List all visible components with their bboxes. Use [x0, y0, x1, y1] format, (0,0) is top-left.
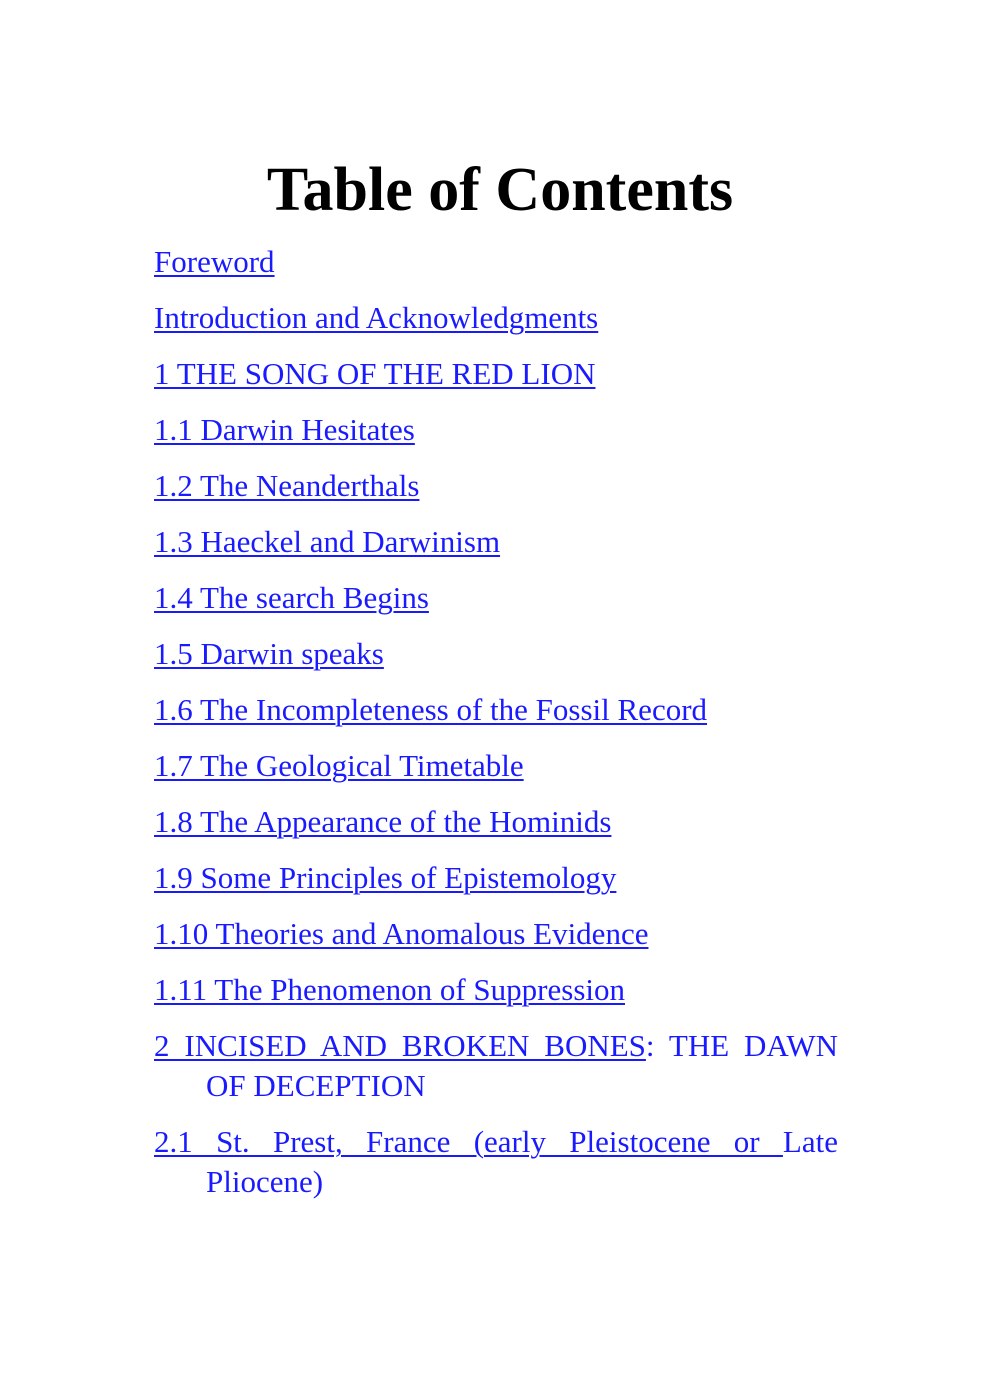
toc-entry-introduction	[154, 298, 838, 338]
toc-link-1-9[interactable]: 1.9 Some Principles of Epistemology	[154, 860, 617, 895]
toc-link-1-5[interactable]: 1.5 Darwin speaks	[154, 636, 384, 671]
toc-link-1-4[interactable]: 1.4 The search Begins	[154, 580, 429, 615]
toc-link-1-10[interactable]: 1.10 Theories and Anomalous Evidence	[154, 916, 649, 951]
toc-link-introduction[interactable]: Introduction and Acknowledgments	[154, 300, 599, 335]
toc-entry-1-9	[154, 858, 838, 898]
toc-entry-1-6	[154, 690, 838, 730]
toc-entry-1-2	[154, 466, 838, 506]
toc-link-1-3[interactable]: 1.3 Haeckel and Darwinism	[154, 524, 501, 559]
toc-link-1-8[interactable]: 1.8 The Appearance of the Hominids	[154, 804, 612, 839]
toc-entry-chapter-2	[154, 1026, 838, 1106]
toc-link-1-11[interactable]: 1.11 The Phenomenon of Suppression	[154, 972, 625, 1007]
toc-entry-foreword	[154, 242, 838, 282]
toc-entry-chapter-1	[154, 354, 838, 394]
toc-entry-1-11	[154, 970, 838, 1010]
toc-link-2-1-tail[interactable]: Late Pliocene)	[206, 1124, 838, 1199]
toc-link-chapter-1[interactable]: 1 THE SONG OF THE RED LION	[154, 356, 596, 391]
toc-link-1-6[interactable]: 1.6 The Incompleteness of the Fossil Record	[154, 692, 708, 727]
toc-entry-1-1	[154, 410, 838, 450]
toc-link-chapter-2[interactable]: 2 INCISED AND BROKEN BONES	[154, 1028, 646, 1063]
toc-link-foreword[interactable]: Foreword	[154, 244, 275, 279]
toc-link-1-1[interactable]: 1.1 Darwin Hesitates	[154, 412, 415, 447]
toc-entry-1-5	[154, 634, 838, 674]
toc-entry-1-10	[154, 914, 838, 954]
toc-entry-2-1	[154, 1122, 838, 1202]
toc-link-chapter-2-tail[interactable]: : THE DAWN OF DECEPTION	[206, 1028, 838, 1103]
toc-entry-1-3	[154, 522, 838, 562]
toc-link-1-7[interactable]: 1.7 The Geological Timetable	[154, 748, 524, 783]
toc-entry-1-4	[154, 578, 838, 618]
toc-link-1-2[interactable]: 1.2 The Neanderthals	[154, 468, 420, 503]
toc-entry-1-7	[154, 746, 838, 786]
page-title: Table of Contents	[266, 156, 734, 224]
table-of-contents	[154, 242, 838, 1218]
toc-entry-1-8	[154, 802, 838, 842]
toc-link-2-1[interactable]: 2.1 St. Prest, France (early Pleistocene or	[154, 1124, 783, 1159]
